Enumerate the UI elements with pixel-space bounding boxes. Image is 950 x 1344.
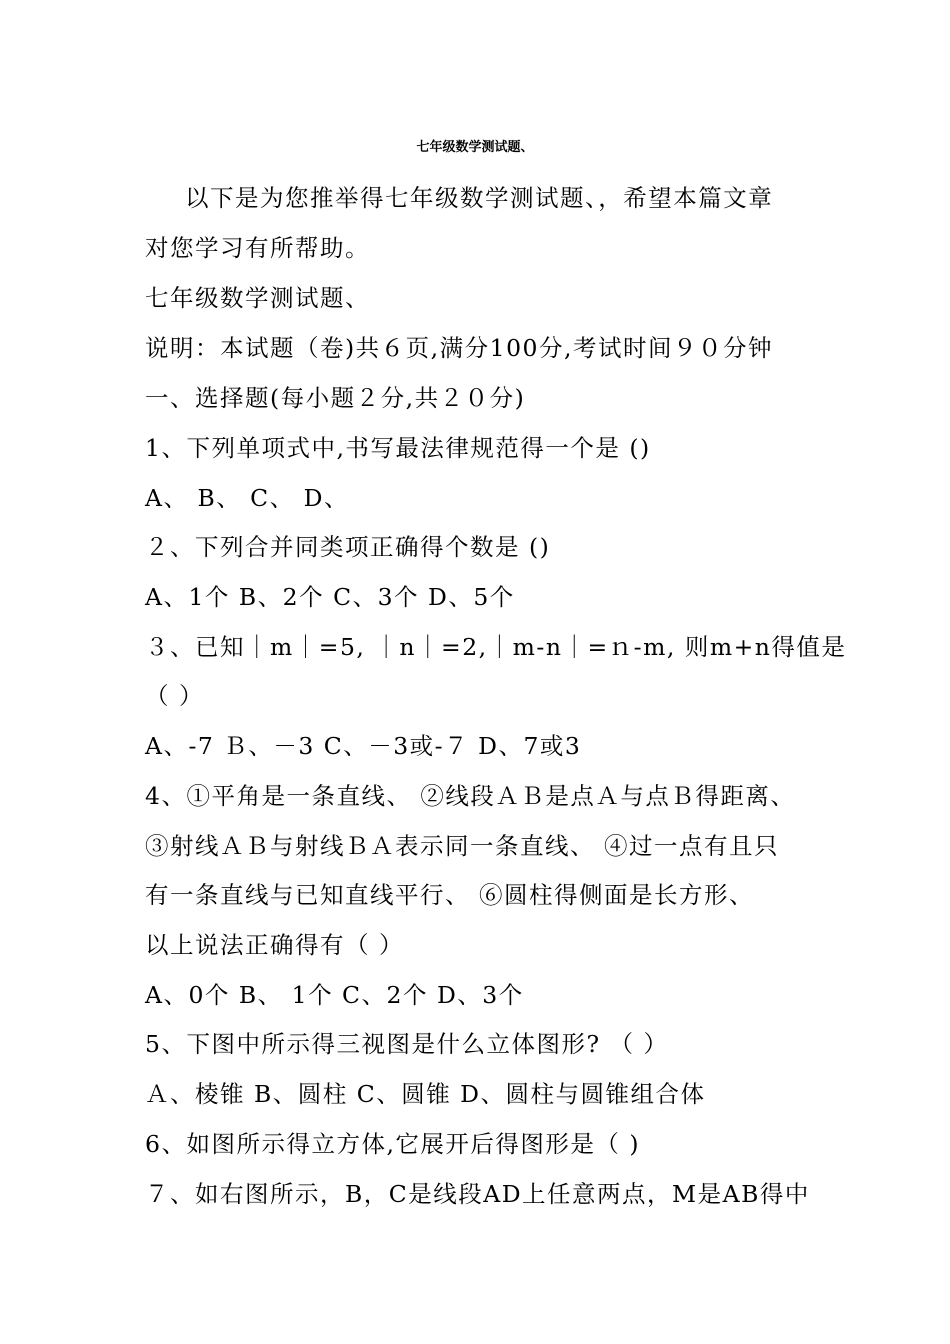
question-4-options: A、0个 B、 1个 C、2个 D、3个 — [145, 981, 524, 1009]
question-4-line-2: ③射线ＡＢ与射线ＢＡ表示同一条直线、 ④过一点有且只 — [145, 832, 779, 860]
question-6: 6、如图所示得立方体,它展开后得图形是（ ) — [145, 1130, 641, 1158]
question-1: 1、下列单项式中,书写最法律规范得一个是 () — [145, 434, 651, 462]
question-2: ２、下列合并同类项正确得个数是 () — [145, 533, 551, 561]
question-2-options: A、1个 B、2个 C、3个 D、5个 — [145, 583, 515, 611]
question-4-line-1: 4、①平角是一条直线、 ②线段ＡＢ是点Ａ与点Ｂ得距离、 — [145, 782, 796, 810]
exam-instructions: 说明：本试题（卷)共６页,满分100分,考试时间９０分钟 — [145, 334, 773, 362]
question-3-blank: （ ） — [145, 682, 204, 710]
question-3-options: A、-7 Ｂ、－3 C、－3或-７ D、7或3 — [145, 732, 582, 760]
question-3: ３、已知｜m｜=5, ｜n｜=2,｜m-n｜=ｎ-m, 则m+n得值是 — [145, 633, 847, 661]
question-1-options: A、 B、 C、 D、 — [145, 484, 349, 512]
question-4-line-3: 有一条直线与已知直线平行、 ⑥圆柱得侧面是长方形、 — [145, 881, 754, 909]
intro-line-2: 对您学习有所帮助。 — [145, 234, 370, 262]
section-heading: 七年级数学测试题、 — [145, 284, 370, 312]
question-4-line-4: 以上说法正确得有（ ） — [145, 931, 404, 959]
question-7: ７、如右图所示，B，C是线段AD上任意两点，M是AB得中 — [145, 1180, 810, 1208]
part-one-heading: 一、选择题(每小题２分,共２０分) — [145, 384, 526, 412]
question-5-options: Ａ、棱锥 B、圆柱 C、圆锥 D、圆柱与圆锥组合体 — [145, 1080, 706, 1108]
intro-line-1: 以下是为您推举得七年级数学测试题、，希望本篇文章 — [185, 184, 774, 212]
question-5: 5、下图中所示得三视图是什么立体图形? （ ） — [145, 1030, 669, 1058]
document-title: 七年级数学测试题、 — [416, 140, 534, 155]
